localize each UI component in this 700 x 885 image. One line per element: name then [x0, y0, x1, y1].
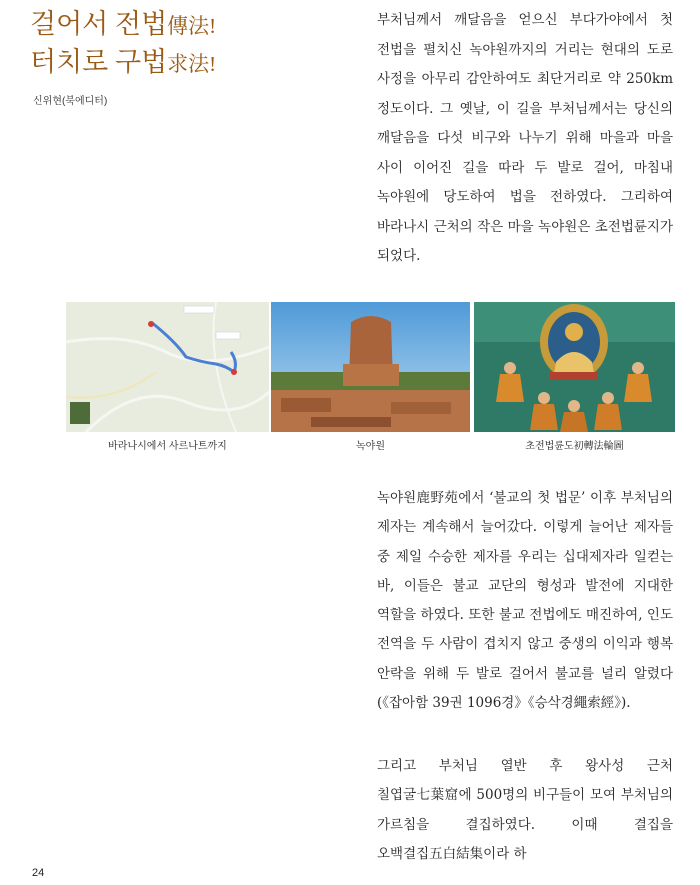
painting-graphic: [474, 302, 675, 432]
stupa-caption: 녹야원: [356, 441, 385, 452]
title-line-2-hanja: 求法!: [167, 52, 217, 76]
page-number: 24: [32, 867, 45, 879]
title-line-1-hanja: 傳法!: [167, 14, 217, 38]
map-graphic: [66, 302, 269, 432]
body-paragraph-3: 그리고 부처님 열반 후 왕사성 근처 칠엽굴七葉窟에 500명의 비구들이 모여 부처님의 가르침을 결집하였다. 이때 결집을 오백결집五白結集이라 하: [377, 758, 673, 862]
title-line-1: [30, 6, 216, 44]
title-line-2: [30, 44, 216, 82]
title-line-1-text: 걸어서 전법: [30, 9, 168, 39]
body-paragraph-2: 녹야원鹿野苑에서 ‘불교의 첫 법문’ 이후 부처님의 제자는 계속해서 늘어갔다. 이렇게 늘어난 제자들 중 제일 수승한 제자를 우리는 십대제자라 일컫는 바, 이들은 불교 교단의 형성과 발전에 지대한 역할을 하였다. 또한 불교 전법에도 매진하여, 인도 전역을 두 사람이 겹치지 않고 중생의 이익과 행복 안락을 위해 두 발로 걸어서 불교를 널리 알렸다(《잡아함 39권 1096경》《승삭경繩索經》).: [377, 490, 673, 712]
stupa-graphic: [271, 302, 470, 432]
body-paragraph-1: 부처님께서 깨달음을 얻으신 부다가야에서 첫 전법을 펼치신 녹야원까지의 거리는 현대의 도로 사정을 아무리 감안하여도 최단거리로 약 250km 정도이다. 그 옛날, 이 길을 부처님께서는 당신의 깨달음을 다섯 비구와 나누기 위해 마을과 마을 사이 이어진 길을 따라 두 발로 걸어, 마침내 녹야원에 당도하여 법을 전하였다. 그리하여 바라나시 근처의 작은 마을 녹야원은 초전법륜지가 되었다.: [377, 12, 673, 264]
stupa-photo: [271, 302, 470, 432]
first-sermon-painting: [474, 302, 675, 432]
route-map-image: [66, 302, 269, 432]
title-line-2-text: 터치로 구법: [30, 47, 168, 77]
author-byline: 신위현(북에디터): [33, 96, 108, 107]
article-title: [30, 6, 216, 82]
map-caption: 바라나시에서 사르나트까지: [108, 441, 227, 452]
painting-caption: 초전법륜도初轉法輪圖: [525, 441, 624, 452]
